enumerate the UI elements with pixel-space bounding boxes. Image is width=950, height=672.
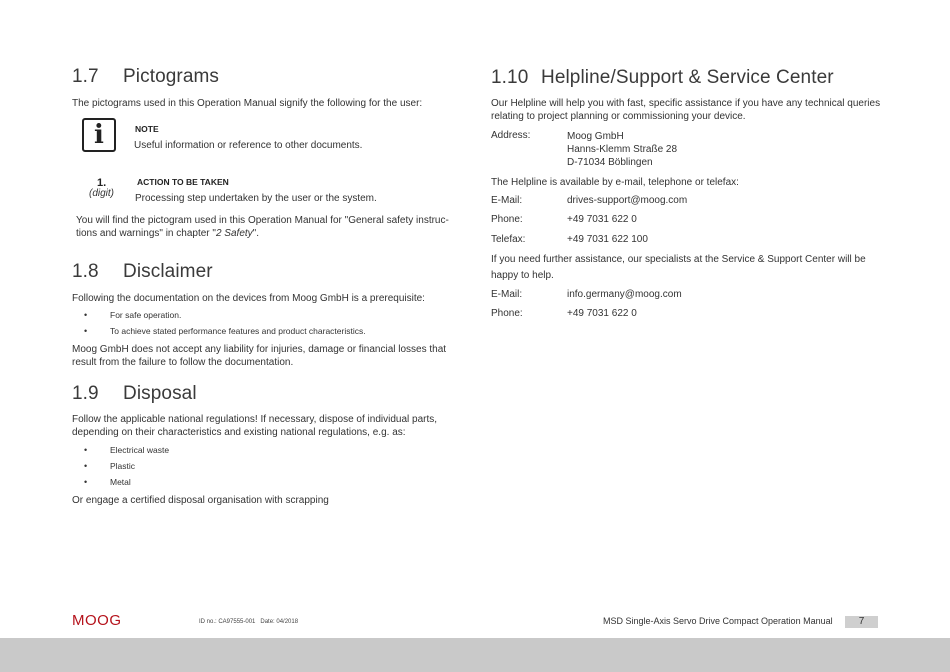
action-digit-label: (digit) [89, 188, 115, 199]
bullet-dot: • [84, 326, 88, 336]
fax-row [491, 234, 883, 247]
list-item-text: For safe operation. [110, 310, 182, 320]
list-item [72, 307, 457, 323]
disclaimer-list [72, 307, 457, 339]
email2-link[interactable]: info.germany@moog.com [567, 289, 682, 300]
email-row [491, 195, 883, 208]
section-number: 1.9 [72, 383, 99, 404]
bullet-dot: • [84, 461, 88, 471]
ref-chapter-link: 2 Safety [215, 228, 253, 239]
disclaimer-text-line1: Moog GmbH does not accept any liability for injuries, damage or financial losses that [72, 344, 447, 355]
action-text: Processing step undertaken by the user or the system. [135, 193, 377, 204]
moog-logo [72, 612, 122, 630]
section-title: Disclaimer [123, 261, 213, 282]
phone-row [491, 214, 883, 227]
section-number: 1.10 [491, 67, 529, 88]
info-icon: i [82, 118, 116, 152]
section-title: Pictograms [123, 66, 220, 87]
phone2-value: +49 7031 622 0 [567, 308, 637, 319]
list-item-text: To achieve stated performance features and product characteristics. [110, 326, 366, 336]
action-label: ACTION TO BE TAKEN [137, 177, 229, 187]
fax-value: +49 7031 622 100 [567, 234, 648, 245]
list-item-text: Metal [110, 477, 131, 487]
list-item-text: Plastic [110, 461, 136, 471]
section-number: 1.8 [72, 261, 99, 282]
address-row [491, 130, 883, 170]
address-value [567, 130, 677, 169]
disposal-outro: Or engage a certified disposal organisation with scrapping [72, 495, 329, 506]
section-heading-disclaimer [72, 261, 213, 283]
bullet-dot: • [84, 445, 88, 455]
note-text: Useful information or reference to other documents. [134, 140, 363, 151]
bullet-dot: • [84, 477, 88, 487]
pictograms-intro: The pictograms used in this Operation Manual signify the following for the user: [72, 98, 423, 109]
disclaimer-text-line2: result from the failure to follow the documentation. [72, 357, 294, 368]
section-heading-helpline [491, 67, 834, 89]
email-link[interactable]: drives-support@moog.com [567, 195, 688, 206]
list-item [72, 458, 457, 474]
pictogram-reference-line1: You will find the pictogram used in this Operation Manual for "General safety instruc- [76, 215, 449, 226]
further-assistance-line2: happy to help. [491, 270, 554, 281]
address-line: D-71034 Böblingen [567, 157, 653, 168]
phone2-key: Phone: [491, 308, 523, 319]
logo-text: MOOG [72, 612, 122, 629]
note-label: NOTE [135, 124, 159, 134]
action-number: 1. [97, 177, 107, 189]
email-key: E-Mail: [491, 195, 523, 206]
pictogram-reference-line2 [76, 227, 259, 240]
manual-title: MSD Single-Axis Servo Drive Compact Operation Manual [603, 616, 833, 626]
section-title: Disposal [123, 383, 197, 404]
page-number: 7 [845, 616, 878, 628]
disposal-list [72, 442, 457, 490]
disposal-intro-line2: depending on their characteristics and existing national regulations, e.g. as: [72, 427, 406, 438]
fax-key: Telefax: [491, 234, 526, 245]
section-title: Helpline/Support & Service Center [541, 67, 834, 88]
disclaimer-intro: Following the documentation on the devices from Moog GmbH is a prerequisite: [72, 293, 425, 304]
section-heading-disposal [72, 383, 197, 405]
email2-row [491, 289, 883, 302]
list-item-text: Electrical waste [110, 445, 170, 455]
helpline-intro-line1: Our Helpline will help you with fast, specific assistance if you have any technical queries [491, 98, 881, 109]
address-key: Address: [491, 130, 531, 141]
further-assistance-line1: If you need further assistance, our specialists at the Service & Support Center will be [491, 254, 866, 265]
ref-text-a: tions and warnings" in chapter " [76, 228, 216, 239]
bottom-band [0, 638, 950, 672]
address-line: Moog GmbH [567, 131, 624, 142]
email2-key: E-Mail: [491, 289, 523, 300]
helpline-availability: The Helpline is available by e-mail, telephone or telefax: [491, 177, 739, 188]
disposal-intro-line1: Follow the applicable national regulations! If necessary, dispose of individual parts, [72, 414, 438, 425]
phone-value: +49 7031 622 0 [567, 214, 637, 225]
section-number: 1.7 [72, 66, 99, 87]
ref-text-b: ". [252, 228, 259, 239]
list-item [72, 323, 457, 339]
phone-key: Phone: [491, 214, 523, 225]
list-item [72, 474, 457, 490]
bullet-dot: • [84, 310, 88, 320]
document-id: ID no.: CA97555-001 Date: 04/2018 [199, 619, 299, 625]
phone2-row [491, 308, 883, 321]
address-line: Hanns-Klemm Straße 28 [567, 144, 678, 155]
section-heading-pictograms [72, 66, 219, 88]
list-item [72, 442, 457, 458]
helpline-intro-line2: relating to project planning or commissioning your device. [491, 111, 746, 122]
